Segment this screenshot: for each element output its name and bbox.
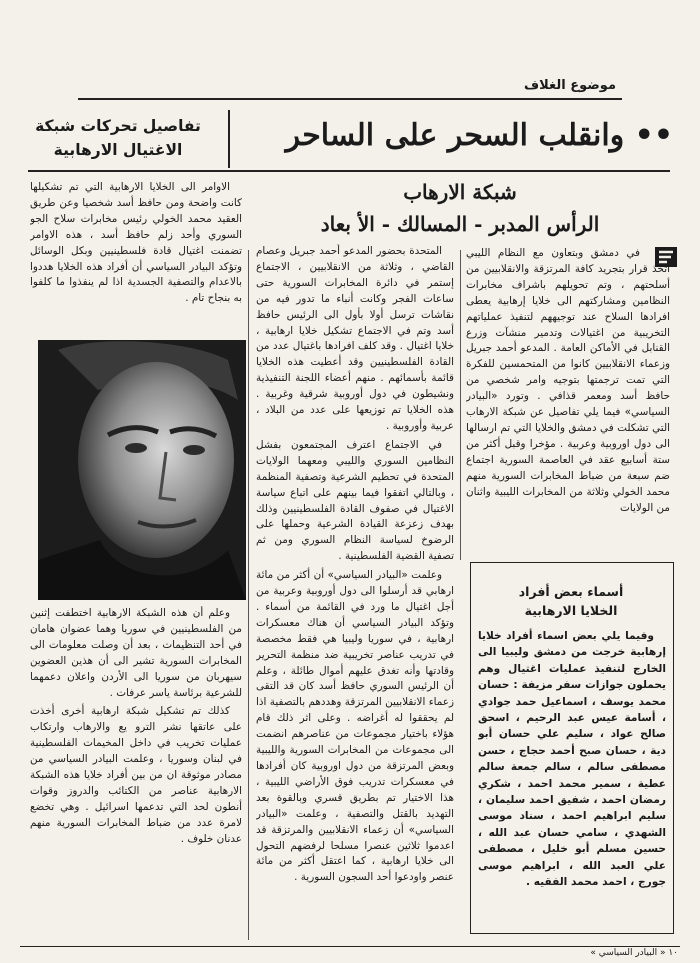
section-label: موضوع الغلاف xyxy=(524,78,616,93)
headline-underline xyxy=(28,170,670,172)
footer-divider xyxy=(20,946,680,947)
subheadline-line-2: الرأس المدبر - المسالك - الأ بعاد xyxy=(320,212,600,236)
paragraph: وعلم أن هذه الشبكة الارهابية اختطفت إثنين من الفلسطينيين في سوريا وهما عضوان هامان في أحد التنظيمات ، بعد أن وصلت معلومات الى المخابرات السورية تشير الى أن هذين العضوين سيهربان من سوريا الى الأردن واعلان دعمهما للشرعية برئاسة ياسر عرفات . xyxy=(30,607,242,699)
names-box-title xyxy=(476,582,666,622)
subheadline xyxy=(250,176,670,246)
names-box-body xyxy=(478,628,666,928)
column-divider-left xyxy=(248,250,249,940)
paragraph: في الاجتماع اعترف المجتمعون بفشل النظامين السوري والليبي ومعهما الولايات المتحدة في تحطيم الشرعية وتصفية المنظمة ، وبالتالي اتفقوا فيما بينهم على اتباع سياسة الاغتيال في صفوف القادة الفلسطينيين وذلك بهدف زعزعة القيادة الشرعية وحملها على الرضوخ لسياسة النظام السوري ومن ثم تصفية القضية الفلسطينية . xyxy=(256,438,454,563)
paragraph: في دمشق وبتعاون مع النظام الليبي اتخذ قرار بتجريد كافة المرتزقة والانقلابيين من أسلحتهم ، وتم تحويلهم باشراف مخابرات النظامين ومشاركتهم الى خلايا إرهابية يعطى افرادها السلاح عند توجيههم لتنفيذ عملياتهم التخريبية من اغتيالات وتدمير منشآت وزرع القنابل في الأماكن العامة . المدعو أحمد جبريل وزعماء الانقلابيين كانوا من المتحمسين للفكرة التي تمت ترجمتها بتوجيه وامر شخصي من حافظ أسد ومعمر قذافي . وتورد «البيادر السياسي» فيما يلي تفاصيل عن شبكة الارهاب التي تشكلت في دمشق والخلايا التي تم ارسالها الى دول اوروبية وعربية . مؤخرا وقبل أكثر من ستة أسابيع عقد في العاصمة السورية اجتماع ضم سبعة من ضباط المخابرات السورية منهم محمد الخولي وثلاثة من المخابرات الليبية واثنان من الولايات xyxy=(466,247,670,514)
article-column-middle xyxy=(256,244,454,940)
paragraph: الاوامر الى الخلايا الارهابية التي تم تشكيلها كانت واضحة ومن حافظ أسد شخصيا وعن طريق العقيد محمد الخولي رئيس مخابرات سلاح الجو السوري وأحد زلم حافظ أسد ، هذه الاوامر تضمنت اغتيال قادة فلسطينيين وبكل الوسائل وتؤكد البيادر السياسي أن أفراد هذه الخلايا هددوا بالاعدام والتصفية الجسدية اذا لم ينفذوا ما كلفوا به بنجاح تام . xyxy=(30,181,242,305)
main-headline: •• وانقلب السحر على الساحر xyxy=(285,118,673,153)
column-divider-right xyxy=(460,250,461,560)
side-headline: تفاصيل تحركات شبكة الاغتيال الارهابية xyxy=(35,117,201,159)
paragraph: المتحدة بحضور المدعو أحمد جبريل وعصام القاضي ، وثلاثة من الانقلابيين ، الاجتماع إستمر في دائرة المخابرات السورية حتى ساعات الفجر وكانت أنباء ما تدور فيه من نقاشات ترسل أولا بأول الى الرئيس حافظ أسد وتم في الاجتماع تشكيل خلايا ارهابية ، خلايا اغتيال . وقد كلف افرادها باغتيال عدد من القادة الفلسطينيين وقد أعطيت هذه الخلايا قائمة بأسمائهم . منهم أعضاء اللجنة التنفيذية ونشيطون في دول أوروبية شرقية وغربية . هذه الخلايا تم توزيعها على عدد من البلاد ، عربية وأوروبية . xyxy=(256,245,454,432)
portrait-photo xyxy=(38,340,246,600)
names-box-title-line-1: أسماء بعض أفراد xyxy=(518,584,624,599)
section-divider xyxy=(78,98,622,100)
article-column-right xyxy=(466,246,670,562)
article-column-left-top xyxy=(30,180,242,330)
article-column-left-bottom xyxy=(30,606,242,942)
page-footer: ١٠ « البيادر السياسي » xyxy=(590,948,678,958)
names-box-title-line-2: الخلايا الارهابية xyxy=(524,603,618,618)
headline-divider xyxy=(228,110,230,168)
paragraph: كذلك تم تشكيل شبكة ارهابية أخرى أخذت على عاتقها نشر الترو يع والارهاب وارتكاب عمليات تخريب في داخل المخيمات الفلسطينية في لبنان وسوريا ، وعلمت البيادر السياسي من مصادر موثوقة ان من بين أفراد خلايا هذه الشبكة الارهابية عناصر من الكتائب والدروز وقوات أنطون لحد التي تدعمها اسرائيل . وهي تخضع لامرة عدد من ضباط المخابرات السورية منهم عدنان خلوف . xyxy=(30,705,242,845)
subheadline-line-1: شبكة الارهاب xyxy=(403,180,517,204)
paragraph: وعلمت «البيادر السياسي» أن أكثر من مائة ارهابي قد أرسلوا الى دول أوروبية وعربية من أجل اغتيال ما ورد في القائمة من أسماء . وتؤكد البيادر السياسي أن هناك معسكرات ارهابية ، في سوريا وليبيا هي فقط مخصصة في تدريب عناصر تخريبية ضد منظمة التحرير وقادتها وأنه تغدق عليهم أموال طائلة ، وعلم أن الرئيس السوري حافظ أسد كان قد التقى زعماء الانقلابيين المرتزقة وهددهم بالتصفية اذا لم يحققوا له أغراضه . وعلى اثر ذلك قام هؤلاء باختيار مجموعات من عناصرهم انضمت الى مجموعات من المخابرات السورية والليبية وبعض المرتزقة من دول اوروبية كان أفرادها في معسكرات تدريب فوق الأراضي الليبية ، هذا الاختيار تم بطريق قسري وبالقوة بعد التهديد بالقتل والتصفية ، وعلمت «البيادر السياسي» أن زعماء الانقلابيين والمرتزقة قد اعدموا ثلاثين عنصرا مسلحا لرفضهم التحول الى خلايا ارهابية ، كما اعتقل أكثر من مائة عنصر واودعوا أحد السجون السورية . xyxy=(256,569,454,884)
paragraph: وفيما يلي بعض اسماء أفراد خلايا إرهابية خرجت من دمشق وليبيا الى الخارج لتنفيذ عمليات اغتيال وهم يحملون جوازات سفر مزيفة : حسان محمد يوسف ، اسماعيل حمد جوادي ، أسامة عيس عبد الرحيم ، اسحق صالح عواد ، سليم علي حسان أبو دية ، حسان صبح أحمد حجاج ، حسن مصطفى سالم ، سالم جمعة سالم عطية ، سمير محمد احمد ، شكري رمضان احمد ، شفيق احمد سليمان ، سليم ابراهيم احمد ، سناد موسى الشهدي ، سامي حسان عبد الله ، حسين مسلم أبو خليل ، مصطفى علي العبد الله ، ابراهيم موسى جورج ، احمد محمد الفقيه . xyxy=(478,630,666,889)
